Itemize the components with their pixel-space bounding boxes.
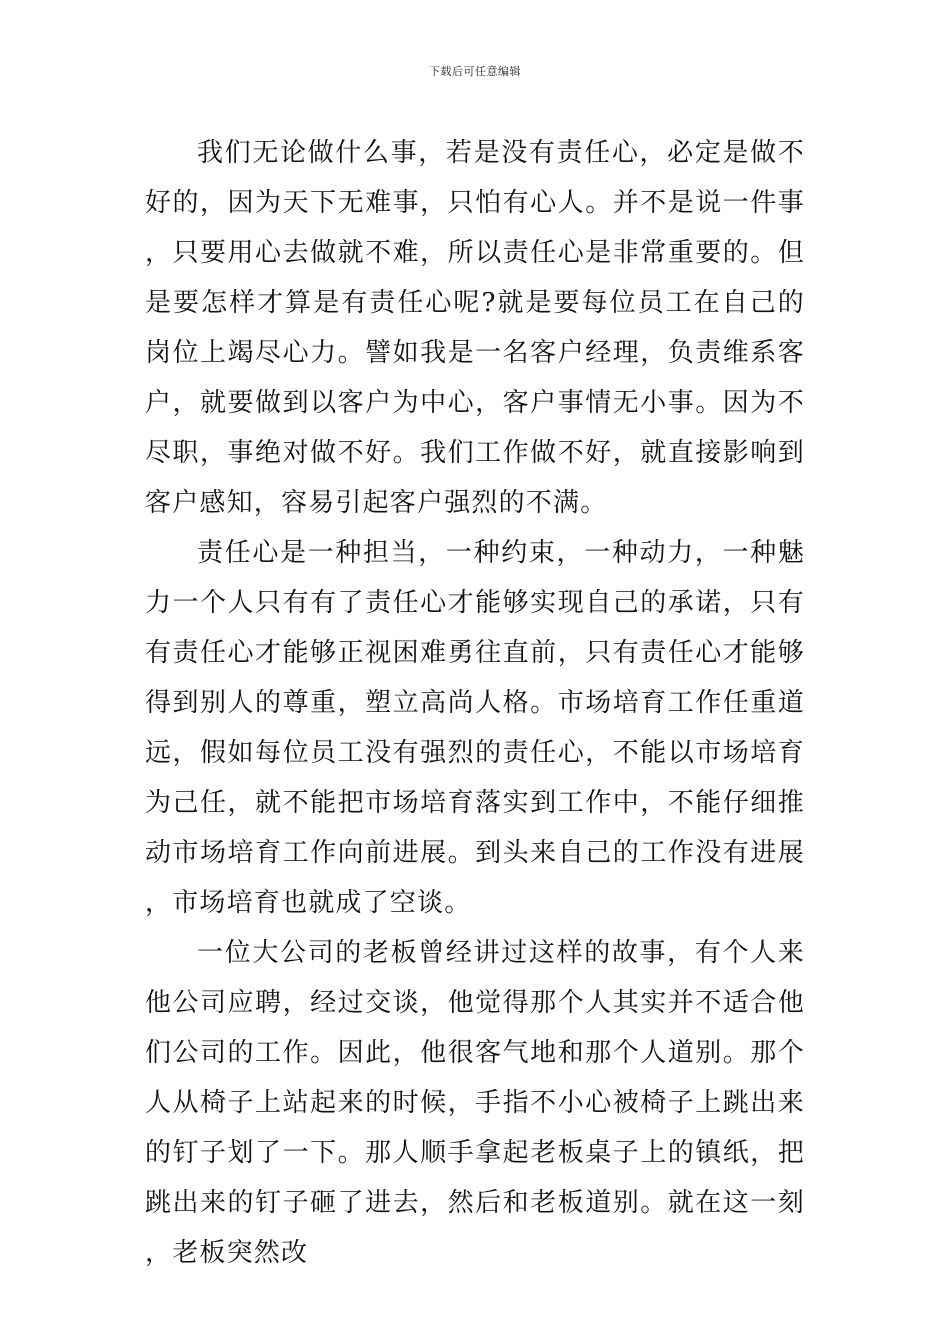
paragraph-1: 我们无论做什么事，若是没有责任心，必定是做不好的，因为天下无难事，只怕有心人。并不是说一件事，只要用心去做就不难，所以责任心是非常重要的。但是要怎样才算是有责任心呢?就是要每位员工在自己的岗位上竭尽心力。譬如我是一名客户经理，负责维系客户，就要做到以客户为中心，客户事情无小事。因为不尽职，事绝对做不好。我们工作做不好，就直接影响到客户感知，容易引起客户强烈的不满。 — [145, 138, 805, 518]
paragraph-3: 一位大公司的老板曾经讲过这样的故事，有个人来他公司应聘，经过交谈，他觉得那个人其实并不适合他们公司的工作。因此，他很客气地和那个人道别。那个人从椅子上站起来的时候，手指不小心被椅子上跳出来的钉子划了一下。那人顺手拿起老板桌子上的镇纸，把跳出来的钉子砸了进去，然后和老板道别。就在这一刻，老板突然改 — [145, 938, 805, 1268]
page-header: 下载后可任意编辑 — [429, 65, 521, 78]
paragraph-2: 责任心是一种担当，一种约束，一种动力，一种魅力一个人只有有了责任心才能够实现自己的承诺，只有有责任心才能够正视困难勇往直前，只有责任心才能够得到别人的尊重，塑立高尚人格。市场培育工作任重道远，假如每位员工没有强烈的责任心，不能以市场培育为己任，就不能把市场培育落实到工作中，不能仔细推动市场培育工作向前进展。到头来自己的工作没有进展，市场培育也就成了空谈。 — [145, 538, 805, 918]
document-body — [145, 128, 805, 1278]
